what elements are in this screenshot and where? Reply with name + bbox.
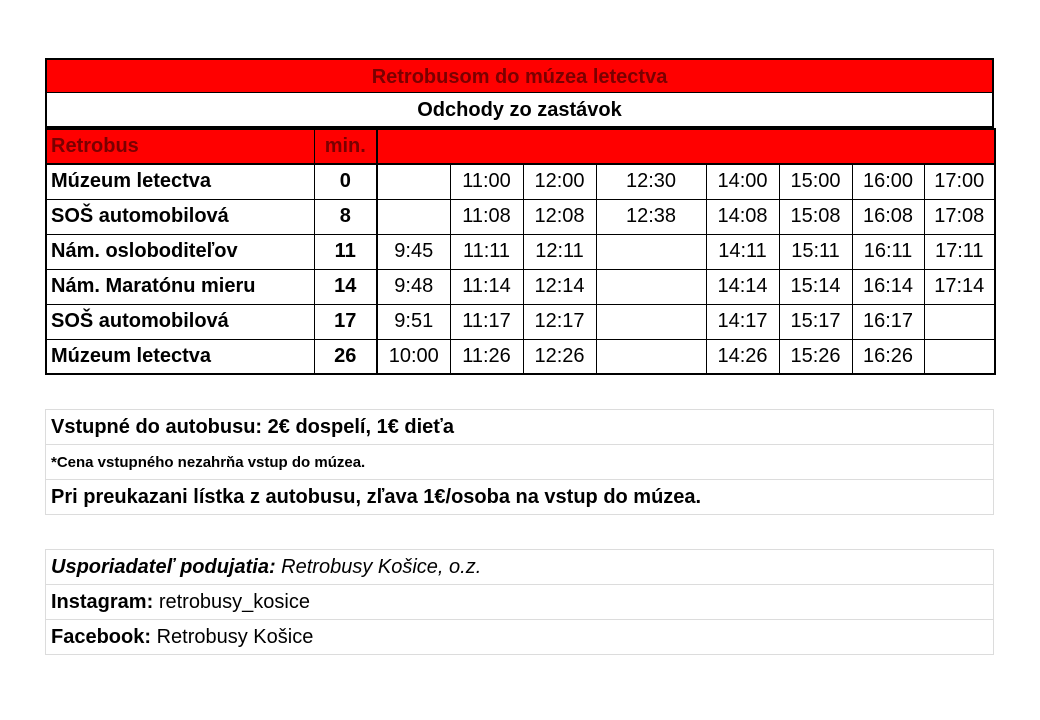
table-row: [46, 269, 995, 304]
departure-time: 10:00: [377, 339, 450, 374]
header-route-label: Retrobus: [46, 129, 314, 164]
departure-time: 14:00: [706, 164, 779, 199]
departure-time: 9:48: [377, 269, 450, 304]
departure-time: 15:26: [779, 339, 852, 374]
stop-name: Nám. Maratónu mieru: [46, 269, 314, 304]
departure-time: 11:17: [450, 304, 523, 339]
departure-time: 16:08: [852, 199, 924, 234]
departure-time: 12:14: [523, 269, 596, 304]
instagram-label: Instagram:: [51, 591, 154, 613]
departure-time: 14:08: [706, 199, 779, 234]
page-subtitle: Odchody zo zastávok: [45, 93, 994, 128]
departure-time: [596, 339, 706, 374]
fare-info: Vstupné do autobusu: 2€ dospelí, 1€ dieťa: [45, 410, 994, 445]
departure-time: [377, 199, 450, 234]
stop-minutes: 0: [314, 164, 377, 199]
departure-time: [924, 339, 995, 374]
departure-time: 11:26: [450, 339, 523, 374]
departure-time: 14:11: [706, 234, 779, 269]
discount-info: Pri preukazani lístka z autobusu, zľava 1€/osoba na vstup do múzea.: [45, 480, 994, 515]
departure-time: 12:26: [523, 339, 596, 374]
stop-name: Nám. osloboditeľov: [46, 234, 314, 269]
instagram-value: retrobusy_kosice: [158, 591, 310, 613]
departure-time: 11:08: [450, 199, 523, 234]
stop-name: SOŠ automobilová: [46, 199, 314, 234]
departure-time: 15:11: [779, 234, 852, 269]
departure-time: 17:14: [924, 269, 995, 304]
page-title: Retrobusom do múzea letectva: [45, 58, 994, 93]
departure-time: 14:14: [706, 269, 779, 304]
facebook-label: Facebook:: [51, 626, 152, 648]
timetable-sheet: [45, 58, 994, 655]
departure-time: 16:11: [852, 234, 924, 269]
departure-time: 14:26: [706, 339, 779, 374]
departure-time: [596, 304, 706, 339]
stop-name: Múzeum letectva: [46, 339, 314, 374]
header-fill: [377, 129, 995, 164]
instagram-line: [45, 585, 994, 620]
stop-minutes: 26: [314, 339, 377, 374]
table-header-row: [46, 129, 995, 164]
departure-time: 12:08: [523, 199, 596, 234]
departure-time: 12:30: [596, 164, 706, 199]
departure-time: [377, 164, 450, 199]
organizer-label: Usporiadateľ podujatia:: [51, 556, 276, 578]
spacer-row: [45, 375, 994, 410]
departure-time: [924, 304, 995, 339]
departure-time: 16:26: [852, 339, 924, 374]
departure-time: 17:11: [924, 234, 995, 269]
table-row: [46, 339, 995, 374]
table-row: [46, 234, 995, 269]
facebook-line: [45, 620, 994, 655]
departure-time: 12:11: [523, 234, 596, 269]
departure-time: 16:00: [852, 164, 924, 199]
table-row: [46, 199, 995, 234]
departure-time: 16:14: [852, 269, 924, 304]
departure-time: 12:17: [523, 304, 596, 339]
facebook-value: Retrobusy Košice: [156, 626, 314, 648]
departure-time: [596, 234, 706, 269]
organizer-value: Retrobusy Košice, o.z.: [281, 556, 482, 578]
departure-time: 14:17: [706, 304, 779, 339]
stop-minutes: 8: [314, 199, 377, 234]
departure-time: 11:14: [450, 269, 523, 304]
table-row: [46, 304, 995, 339]
stop-minutes: 17: [314, 304, 377, 339]
stop-minutes: 14: [314, 269, 377, 304]
departure-time: 17:00: [924, 164, 995, 199]
departure-time: 11:11: [450, 234, 523, 269]
departure-time: 9:45: [377, 234, 450, 269]
stop-name: Múzeum letectva: [46, 164, 314, 199]
departure-time: 12:38: [596, 199, 706, 234]
departure-time: 15:00: [779, 164, 852, 199]
departure-time: 17:08: [924, 199, 995, 234]
departure-time: 15:17: [779, 304, 852, 339]
stop-name: SOŠ automobilová: [46, 304, 314, 339]
organizer-line: [45, 550, 994, 585]
departure-time: [596, 269, 706, 304]
timetable: [45, 128, 996, 375]
header-min-label: min.: [314, 129, 377, 164]
fare-note: *Cena vstupného nezahrňa vstup do múzea.: [45, 445, 994, 480]
table-row: [46, 164, 995, 199]
departure-time: 12:00: [523, 164, 596, 199]
departure-time: 16:17: [852, 304, 924, 339]
departure-time: 9:51: [377, 304, 450, 339]
departure-time: 11:00: [450, 164, 523, 199]
stop-minutes: 11: [314, 234, 377, 269]
departure-time: 15:14: [779, 269, 852, 304]
spacer-row: [45, 515, 994, 550]
departure-time: 15:08: [779, 199, 852, 234]
